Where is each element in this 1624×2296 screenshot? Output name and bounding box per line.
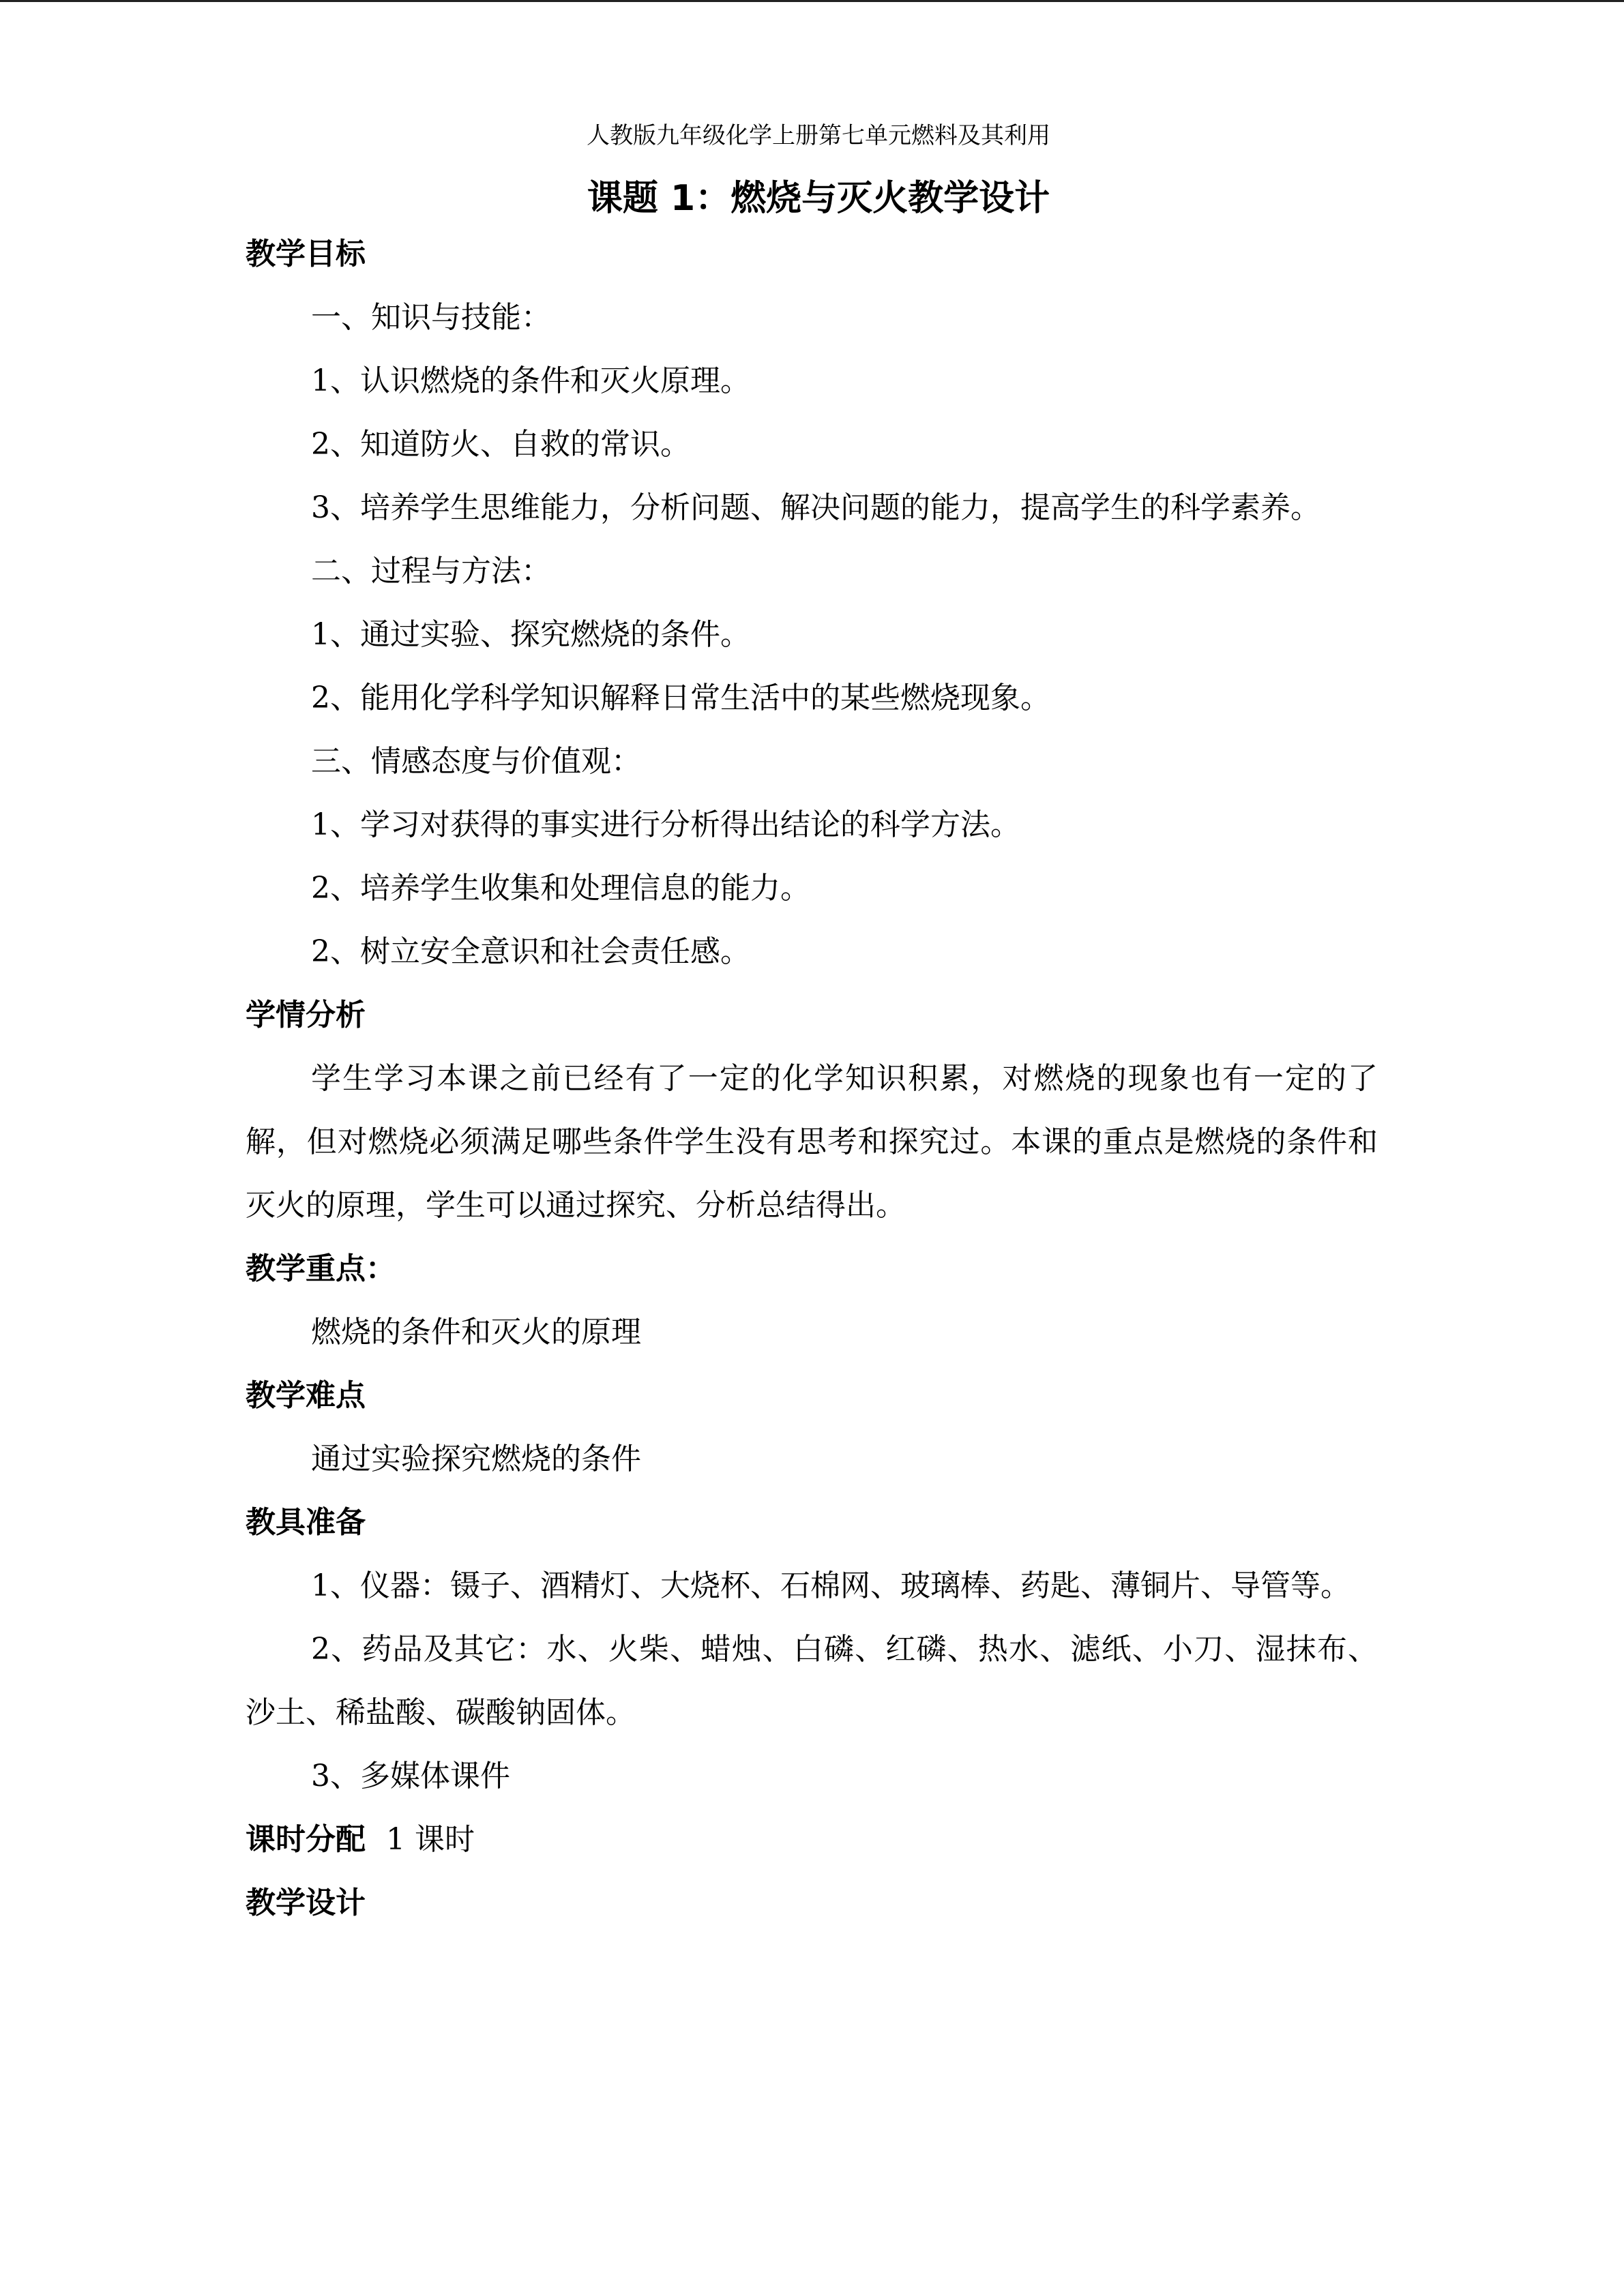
- objectives-line: 1、认识燃烧的条件和灭火原理。: [311, 363, 750, 398]
- document-title: 课题 1：燃烧与灭火教学设计: [587, 178, 1050, 219]
- objectives-line: 2、树立安全意识和社会责任感。: [311, 934, 750, 969]
- schedule-heading: 课时分配: [246, 1822, 366, 1857]
- key-points-heading: 教学重点：: [246, 1251, 396, 1286]
- objectives-line: 1、学习对获得的事实进行分析得出结论的科学方法。: [311, 807, 1020, 842]
- materials-line: 1、仪器：镊子、酒精灯、大烧杯、石棉网、玻璃棒、药匙、薄铜片、导管等。: [311, 1568, 1350, 1603]
- objectives-line: 一、知识与技能：: [311, 300, 551, 335]
- schedule-section: [246, 1808, 1378, 1871]
- objectives-heading: 教学目标: [246, 237, 366, 271]
- schedule-value: 1 课时: [386, 1822, 475, 1857]
- difficulties-section: [246, 1364, 1378, 1491]
- difficulties-text: 通过实验探究燃烧的条件: [311, 1442, 641, 1476]
- page-top-border: [0, 0, 1624, 2]
- analysis-section: [246, 983, 1378, 1237]
- design-section: [246, 1871, 1378, 1935]
- key-points-text: 燃烧的条件和灭火的原理: [311, 1315, 641, 1350]
- document-header: 人教版九年级化学上册第七单元燃料及其利用: [587, 122, 1050, 149]
- objectives-line: 二、过程与方法：: [311, 554, 551, 588]
- objectives-section: [246, 222, 1378, 983]
- objectives-line: 2、能用化学科学知识解释日常生活中的某些燃烧现象。: [311, 681, 1050, 715]
- design-heading: 教学设计: [246, 1885, 366, 1920]
- key-points-section: [246, 1237, 1378, 1364]
- analysis-text: 学生学习本课之前已经有了一定的化学知识积累，对燃烧的现象也有一定的了解，但对燃烧必须满足哪些条件学生没有思考和探究过。本课的重点是燃烧的条件和灭火的原理，学生可以通过探究、分析总结得出。: [246, 1061, 1378, 1223]
- materials-heading: 教具准备: [246, 1505, 366, 1540]
- objectives-line: 1、通过实验、探究燃烧的条件。: [311, 617, 750, 652]
- objectives-line: 2、知道防火、自救的常识。: [311, 427, 690, 462]
- materials-line: 2、药品及其它：水、火柴、蜡烛、白磷、红磷、热水、滤纸、小刀、湿抹布、沙土、稀盐酸、碳酸钠固体。: [246, 1632, 1378, 1730]
- materials-line: 3、多媒体课件: [311, 1759, 510, 1793]
- analysis-heading: 学情分析: [246, 998, 366, 1032]
- difficulties-heading: 教学难点: [246, 1378, 366, 1413]
- materials-section: [246, 1491, 1378, 1808]
- objectives-line: 2、培养学生收集和处理信息的能力。: [311, 871, 810, 906]
- objectives-line: 三、情感态度与价值观：: [311, 744, 641, 779]
- document-page: [246, 116, 1378, 1935]
- objectives-line: 3、培养学生思维能力，分析问题、解决问题的能力，提高学生的科学素养。: [311, 490, 1320, 525]
- schedule-row: [246, 1808, 1378, 1871]
